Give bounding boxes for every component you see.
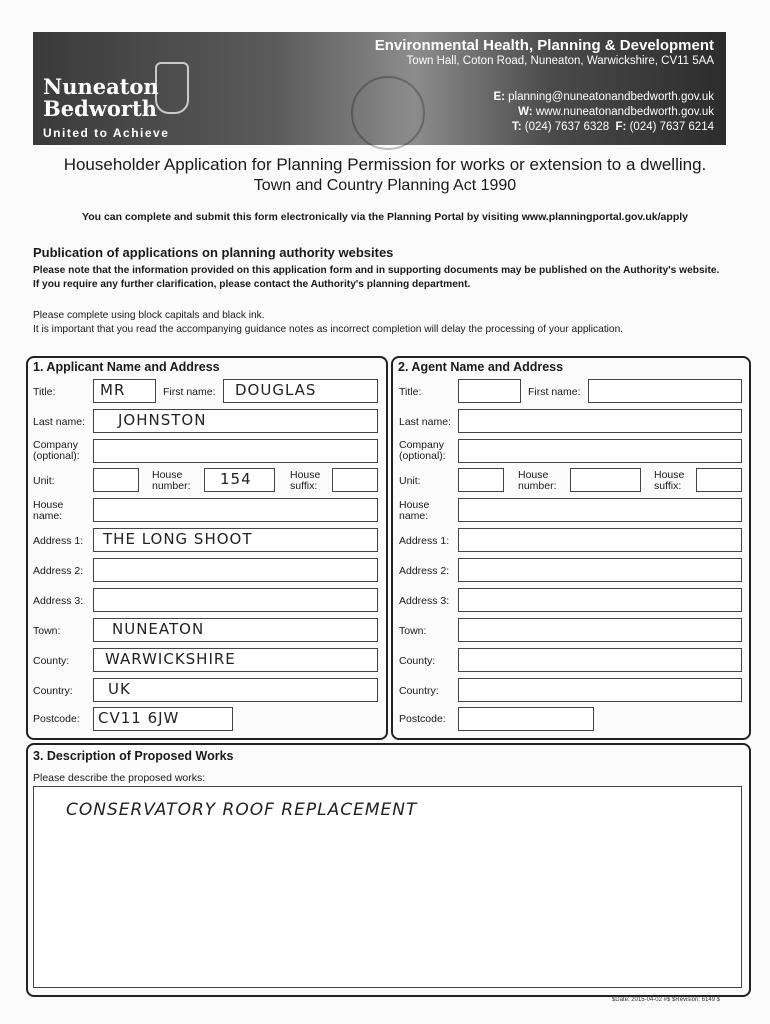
logo-line2: Bedworth bbox=[43, 96, 157, 121]
applicant-first-name-value: DOUGLAS bbox=[235, 381, 317, 399]
applicant-house-suffix-field[interactable] bbox=[332, 468, 378, 492]
description-value: CONSERVATORY ROOF REPLACEMENT bbox=[66, 800, 418, 820]
agent-address3-label: Address 3: bbox=[399, 595, 450, 607]
agent-address1-label: Address 1: bbox=[399, 535, 450, 547]
agent-first-name-label: First name: bbox=[528, 386, 581, 398]
block-capitals-note: Please complete using block capitals and black ink. bbox=[33, 310, 265, 321]
guidance-note: It is important that you read the accompanying guidance notes as incorrect completion will delay the processing of your application. bbox=[33, 324, 624, 335]
applicant-country-label: Country: bbox=[33, 685, 73, 697]
applicant-house-suffix-label: House suffix: bbox=[290, 469, 321, 492]
agent-company-label: Company (optional): bbox=[399, 439, 446, 462]
form-subtitle: Town and Country Planning Act 1990 bbox=[253, 177, 517, 194]
description-prompt: Please describe the proposed works: bbox=[33, 772, 206, 784]
contact-email: E: planning@nuneatonandbedworth.gov.uk bbox=[493, 91, 714, 103]
applicant-house-name-label: House name: bbox=[33, 499, 64, 522]
description-heading: 3. Description of Proposed Works bbox=[33, 749, 234, 763]
applicant-postcode-value: CV11 6JW bbox=[98, 709, 180, 727]
contact-web: W: www.nuneatonandbedworth.gov.uk bbox=[518, 106, 714, 118]
agent-town-label: Town: bbox=[399, 625, 427, 637]
agent-last-name-label: Last name: bbox=[399, 416, 451, 428]
applicant-address3-label: Address 3: bbox=[33, 595, 84, 607]
applicant-town-label: Town: bbox=[33, 625, 61, 637]
seal-icon bbox=[351, 76, 425, 150]
department-name: Environmental Health, Planning & Development bbox=[374, 37, 714, 54]
agent-company-field[interactable] bbox=[458, 439, 742, 463]
applicant-address1-label: Address 1: bbox=[33, 535, 84, 547]
applicant-county-value: WARWICKSHIRE bbox=[105, 650, 236, 668]
agent-house-number-label: House number: bbox=[518, 469, 557, 492]
applicant-country-field[interactable] bbox=[93, 678, 378, 702]
agent-title-label: Title: bbox=[399, 386, 422, 398]
applicant-address1-value: THE LONG SHOOT bbox=[103, 530, 253, 548]
publication-text: Please note that the information provided on this application form and in supporting documents may be published on the Authority's website. If you require any further clarification, please contact the Authority's planning department. bbox=[33, 265, 720, 290]
agent-country-field[interactable] bbox=[458, 678, 742, 702]
applicant-address2-label: Address 2: bbox=[33, 565, 84, 577]
agent-address2-label: Address 2: bbox=[399, 565, 450, 577]
applicant-title-label: Title: bbox=[33, 386, 56, 398]
council-logo bbox=[43, 76, 169, 140]
agent-house-number-field[interactable] bbox=[570, 468, 641, 492]
agent-first-name-field[interactable] bbox=[588, 379, 742, 403]
council-address: Town Hall, Coton Road, Nuneaton, Warwickshire, CV11 5AA bbox=[406, 55, 714, 67]
applicant-country-value: UK bbox=[108, 680, 131, 698]
applicant-county-label: County: bbox=[33, 655, 70, 667]
agent-address1-field[interactable] bbox=[458, 528, 742, 552]
applicant-house-number-label: House number: bbox=[152, 469, 191, 492]
applicant-unit-field[interactable] bbox=[93, 468, 139, 492]
applicant-house-number-value: 154 bbox=[220, 470, 252, 488]
crest-icon bbox=[155, 62, 189, 114]
applicant-last-name-value: JOHNSTON bbox=[118, 411, 207, 429]
agent-house-name-label: House name: bbox=[399, 499, 430, 522]
publication-heading: Publication of applications on planning authority websites bbox=[33, 245, 394, 260]
agent-unit-label: Unit: bbox=[399, 475, 421, 487]
agent-last-name-field[interactable] bbox=[458, 409, 742, 433]
portal-note: You can complete and submit this form electronically via the Planning Portal by visiting www.planningportal.gov.uk/apply bbox=[82, 211, 688, 223]
contact-phone: T: (024) 7637 6328 F: (024) 7637 6214 bbox=[511, 121, 714, 133]
applicant-address2-field[interactable] bbox=[93, 558, 378, 582]
logo-line1: Nuneaton bbox=[43, 74, 159, 99]
applicant-town-value: NUNEATON bbox=[112, 620, 205, 638]
applicant-house-name-field[interactable] bbox=[93, 498, 378, 522]
agent-country-label: Country: bbox=[399, 685, 439, 697]
agent-address2-field[interactable] bbox=[458, 558, 742, 582]
applicant-first-name-label: First name: bbox=[163, 386, 216, 398]
revision-footer: $Date: 2015-04-02 #$ $Revision: 6149 $ bbox=[611, 997, 720, 1003]
agent-postcode-label: Postcode: bbox=[399, 713, 446, 725]
applicant-postcode-label: Postcode: bbox=[33, 713, 80, 725]
agent-county-field[interactable] bbox=[458, 648, 742, 672]
agent-heading: 2. Agent Name and Address bbox=[398, 360, 564, 374]
header-banner bbox=[33, 32, 726, 145]
agent-unit-field[interactable] bbox=[458, 468, 504, 492]
form-title: Householder Application for Planning Permission for works or extension to a dwelling. bbox=[63, 155, 707, 174]
logo-tagline: United to Achieve bbox=[43, 126, 170, 140]
agent-address3-field[interactable] bbox=[458, 588, 742, 612]
applicant-company-label: Company (optional): bbox=[33, 439, 80, 462]
applicant-title-value: MR bbox=[100, 381, 126, 399]
agent-house-name-field[interactable] bbox=[458, 498, 742, 522]
applicant-company-field[interactable] bbox=[93, 439, 378, 463]
applicant-last-name-label: Last name: bbox=[33, 416, 85, 428]
agent-county-label: County: bbox=[399, 655, 436, 667]
applicant-heading: 1. Applicant Name and Address bbox=[33, 360, 220, 374]
applicant-unit-label: Unit: bbox=[33, 475, 55, 487]
applicant-address3-field[interactable] bbox=[93, 588, 378, 612]
agent-town-field[interactable] bbox=[458, 618, 742, 642]
agent-house-suffix-field[interactable] bbox=[696, 468, 742, 492]
agent-postcode-field[interactable] bbox=[458, 707, 594, 731]
agent-title-field[interactable] bbox=[458, 379, 521, 403]
agent-house-suffix-label: House suffix: bbox=[654, 469, 685, 492]
